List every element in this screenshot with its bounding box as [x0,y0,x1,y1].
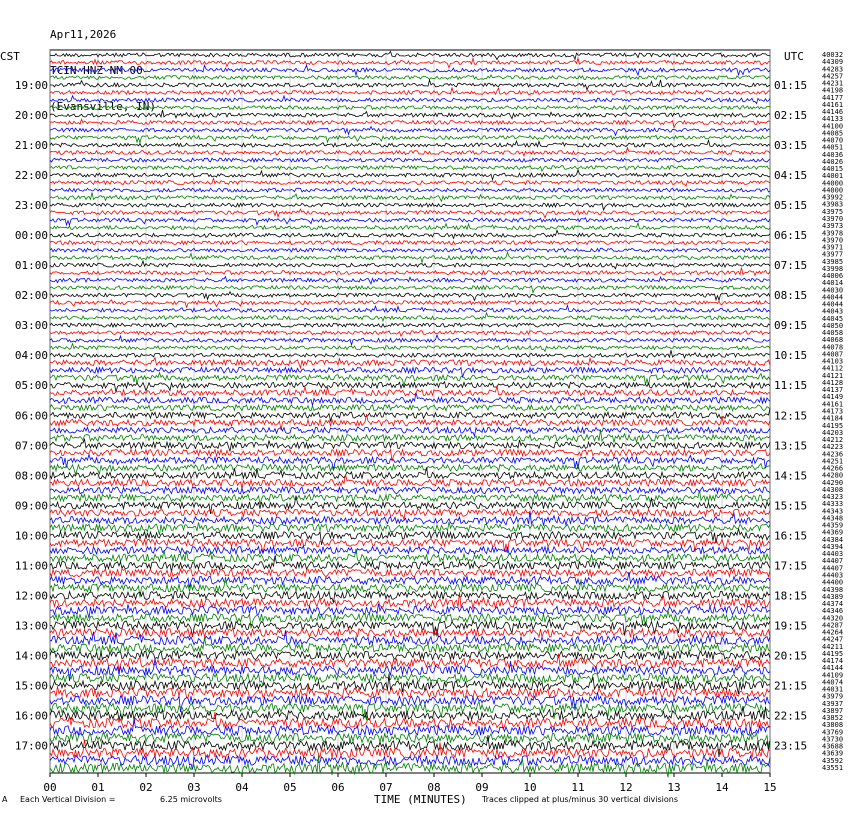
left-hour-label: 07:00 [14,439,48,453]
left-hour-label: 20:00 [14,109,48,123]
trace-count-label: 43977 [822,250,844,259]
trace-count-label: 44137 [822,386,844,395]
left-hour-label: 12:00 [14,589,48,603]
trace-count-label: 43971 [822,243,844,252]
trace-count-label: 44100 [822,122,844,131]
trace-count-label: 40032 [822,51,844,59]
trace-line [50,306,770,313]
location-label: (Evansville, IN) [50,100,156,113]
trace-count-label: 44369 [822,528,844,537]
trace-count-label: 44087 [822,350,844,359]
trace-count-label: 44000 [822,186,844,195]
trace-count-label: 44036 [822,150,844,159]
right-hour-label: 12:15 [774,409,808,423]
trace-count-label: 43551 [822,764,844,772]
x-tick-label: 12 [619,781,633,794]
trace-count-label: 43852 [822,714,844,723]
right-hour-label: 04:15 [774,169,808,183]
trace-line [50,141,770,148]
trace-count-label: 44044 [822,293,844,302]
trace-line [50,119,770,127]
trace-line [50,474,770,488]
right-hour-label: 08:15 [774,289,808,303]
right-hour-label: 21:15 [774,679,808,693]
trace-line [50,335,770,345]
trace-count-label: 44323 [822,493,844,502]
trace-line [50,65,770,75]
trace-count-label: 44043 [822,307,844,316]
trace-count-label: 44174 [822,657,844,666]
right-hour-label: 19:15 [774,619,808,633]
trace-count-label: 44070 [822,136,844,145]
trace-count-label: 44044 [822,300,844,309]
trace-line [50,203,770,210]
trace-count-label: 43592 [822,756,844,765]
trace-count-label: 44346 [822,607,844,616]
left-hour-label: 14:00 [14,649,48,663]
right-hour-label: 16:15 [774,529,808,543]
trace-count-label: 43992 [822,193,844,202]
trace-line [50,367,770,377]
trace-count-label: 44085 [822,129,844,138]
right-hour-label: 03:15 [774,139,808,153]
trace-line [50,135,770,143]
trace-count-label: 44400 [822,578,844,587]
trace-count-label: 43985 [822,257,844,266]
trace-count-label: 44266 [822,464,844,473]
trace-count-label: 43730 [822,735,844,744]
trace-line [50,405,770,411]
clip-note: Traces clipped at plus/minus 30 vertical divisions [482,795,679,804]
x-tick-label: 04 [235,781,249,794]
trace-count-label: 44236 [822,450,844,459]
trace-line [50,217,770,225]
trace-line [50,619,770,637]
right-hour-label: 13:15 [774,439,808,453]
left-hour-label: 08:00 [14,469,48,483]
left-hour-label: 19:00 [14,79,48,93]
left-hour-label: 17:00 [14,739,48,753]
trace-count-label: 44078 [822,343,844,352]
corner-mark: A [2,795,8,804]
trace-line [50,209,770,218]
trace-count-label: 44308 [822,485,844,494]
trace-count-label: 43769 [822,728,844,737]
x-tick-label: 05 [283,781,297,794]
trace-count-label: 44389 [822,592,844,601]
trace-line [50,450,770,462]
left-hour-label: 03:00 [14,319,48,333]
trace-line [50,286,770,293]
right-hour-label: 01:15 [774,79,808,93]
right-hour-label: 17:15 [774,559,808,573]
trace-count-label: 43998 [822,264,844,273]
trace-count-label: 43808 [822,721,844,730]
left-hour-label: 01:00 [14,259,48,273]
trace-count-label: 44287 [822,621,844,630]
left-hour-label: 22:00 [14,169,48,183]
trace-count-label: 43639 [822,749,844,758]
trace-count-label: 43970 [822,236,844,245]
trace-count-label: 44006 [822,272,844,281]
trace-count-label: 44001 [822,172,844,181]
left-hour-label: 21:00 [14,139,48,153]
right-hour-label: 02:15 [774,109,808,123]
right-hour-label: 05:15 [774,199,808,213]
trace-count-label: 44030 [822,286,844,295]
trace-line [50,106,770,110]
trace-count-label: 44280 [822,471,844,480]
trace-count-label: 44247 [822,635,844,644]
right-hour-label: 14:15 [774,469,808,483]
trace-line [50,454,770,469]
trace-line [50,628,770,638]
trace-count-label: 44257 [822,72,844,81]
trace-line [50,429,770,442]
trace-line [50,75,770,79]
trace-count-label: 44161 [822,100,844,109]
scale-value: 6.25 microvolts [160,795,222,804]
trace-count-label: 44407 [822,557,844,566]
trace-line [50,537,770,553]
x-tick-label: 03 [187,781,201,794]
trace-line [50,179,770,187]
left-hour-label: 23:00 [14,199,48,213]
trace-line [50,248,770,254]
trace-line [50,487,770,494]
trace-count-label: 44195 [822,649,844,658]
trace-line [50,158,770,162]
trace-count-label: 44211 [822,642,844,651]
x-tick-label: 06 [331,781,345,794]
right-hour-label: 07:15 [774,259,808,273]
trace-count-label: 44026 [822,157,844,166]
trace-count-label: 44146 [822,108,844,117]
trace-line [50,313,770,321]
trace-count-label: 44068 [822,336,844,345]
trace-count-label: 44074 [822,678,844,687]
trace-line [50,706,770,720]
left-timezone-label: CST [0,50,20,63]
trace-count-label: 44333 [822,500,844,509]
trace-count-label: 44050 [822,321,844,330]
trace-line [50,170,770,180]
x-tick-label: 08 [427,781,441,794]
trace-count-label: 44128 [822,378,844,387]
trace-count-label: 44223 [822,443,844,452]
trace-line [50,350,770,358]
trace-count-label: 44058 [822,329,844,338]
trace-count-label: 44320 [822,614,844,623]
trace-line [50,546,770,555]
trace-line [50,427,770,436]
x-tick-label: 07 [379,781,393,794]
right-hour-label: 20:15 [774,649,808,663]
trace-count-label: 44149 [822,393,844,402]
right-hour-label: 15:15 [774,499,808,513]
trace-line [50,252,770,262]
trace-line [50,188,770,192]
trace-count-label: 44212 [822,436,844,445]
left-hour-label: 02:00 [14,289,48,303]
x-tick-label: 11 [571,781,585,794]
trace-count-label: 44398 [822,585,844,594]
trace-line [50,268,770,276]
trace-line [50,373,770,386]
trace-line [50,88,770,95]
left-hour-label: 06:00 [14,409,48,423]
trace-count-label: 44014 [822,279,844,288]
x-tick-label: 13 [667,781,681,794]
trace-line [50,193,770,202]
left-hour-label: 13:00 [14,619,48,633]
right-timezone-label: UTC [784,50,804,63]
trace-line [50,686,770,698]
right-hour-label: 23:15 [774,739,808,753]
trace-line [50,96,770,104]
trace-count-label: 44403 [822,571,844,580]
trace-line [50,261,770,269]
trace-count-label: 44045 [822,314,844,323]
trace-line [50,292,770,301]
right-hour-label: 09:15 [774,319,808,333]
left-hour-label: 16:00 [14,709,48,723]
trace-count-label: 44374 [822,600,844,609]
trace-count-label: 44407 [822,564,844,573]
left-hour-label: 00:00 [14,229,48,243]
trace-count-label: 44195 [822,421,844,430]
trace-line [50,344,770,352]
trace-line [50,509,770,519]
trace-count-label: 43978 [822,229,844,238]
trace-count-label: 43688 [822,742,844,751]
trace-count-label: 44309 [822,58,844,67]
trace-count-label: 43973 [822,222,844,231]
right-hour-label: 10:15 [774,349,808,363]
trace-count-label: 44015 [822,165,844,174]
x-tick-label: 00 [43,781,57,794]
trace-count-label: 44144 [822,664,844,673]
trace-count-label: 44343 [822,507,844,516]
trace-count-label: 44348 [822,514,844,523]
x-axis-label: TIME (MINUTES) [374,793,467,806]
trace-count-label: 44231 [822,79,844,88]
trace-line [50,223,770,229]
trace-count-label: 44359 [822,521,844,530]
trace-line [50,241,770,245]
trace-line [50,382,770,393]
trace-count-label: 44031 [822,685,844,694]
trace-count-label: 44198 [822,86,844,95]
right-hour-label: 22:15 [774,709,808,723]
trace-count-label: 44264 [822,628,844,637]
x-tick-label: 02 [139,781,153,794]
trace-count-label: 44403 [822,550,844,559]
x-tick-label: 10 [523,781,537,794]
trace-count-label: 44109 [822,671,844,680]
trace-count-label: 44283 [822,65,844,74]
trace-count-label: 43897 [822,706,844,715]
trace-line [50,651,770,660]
left-hour-label: 11:00 [14,559,48,573]
trace-count-label: 44000 [822,179,844,188]
trace-count-label: 44112 [822,364,844,373]
trace-line [50,51,770,59]
trace-count-label: 44121 [822,371,844,380]
x-tick-label: 14 [715,781,729,794]
right-hour-label: 06:15 [774,229,808,243]
trace-count-label: 43975 [822,207,844,216]
station-label: TCIN HNZ NM 00 [50,64,143,77]
trace-count-label: 43983 [822,200,844,209]
trace-count-label: 44251 [822,457,844,466]
left-hour-label: 10:00 [14,529,48,543]
scale-note: Each Vertical Division = [20,795,116,804]
trace-count-label: 44161 [822,400,844,409]
right-hour-label: 11:15 [774,379,808,393]
trace-line [50,569,770,577]
trace-line [50,358,770,368]
trace-line [50,166,770,171]
date-label: Apr11,2026 [50,28,117,41]
trace-line [50,323,770,327]
trace-line [50,735,770,757]
trace-line [50,331,770,336]
trace-line [50,522,770,535]
trace-count-label: 43970 [822,214,844,223]
trace-count-label: 44203 [822,428,844,437]
trace-count-label: 44173 [822,407,844,416]
trace-line [50,148,770,156]
trace-count-label: 43979 [822,692,844,701]
trace-count-label: 44051 [822,143,844,152]
trace-count-label: 44384 [822,535,844,544]
trace-line [50,127,770,136]
trace-count-label: 44184 [822,414,844,423]
trace-count-label: 44177 [822,93,844,102]
trace-line [50,277,770,284]
left-hour-label: 04:00 [14,349,48,363]
left-hour-label: 05:00 [14,379,48,393]
trace-count-label: 43937 [822,699,844,708]
trace-count-label: 44290 [822,478,844,487]
x-tick-label: 01 [91,781,105,794]
trace-line [50,110,770,119]
trace-count-label: 44394 [822,542,844,551]
trace-count-label: 44103 [822,357,844,366]
left-hour-label: 09:00 [14,499,48,513]
trace-line [50,80,770,90]
right-hour-label: 18:15 [774,589,808,603]
trace-line [50,300,770,308]
trace-count-label: 44133 [822,115,844,124]
trace-line [50,58,770,67]
left-hour-label: 15:00 [14,679,48,693]
x-tick-label: 09 [475,781,489,794]
trace-line [50,230,770,238]
x-tick-label: 15 [763,781,777,794]
